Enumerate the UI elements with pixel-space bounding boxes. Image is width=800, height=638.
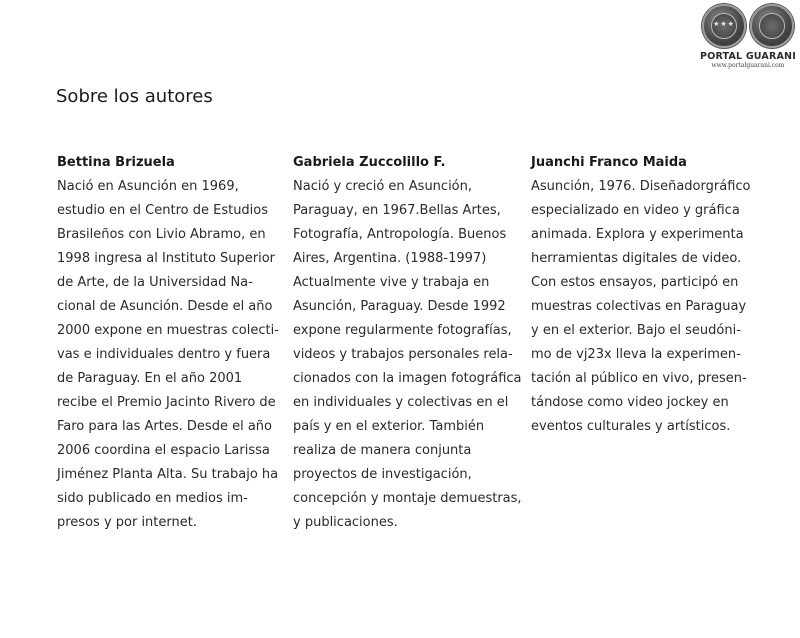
logo-url: www.portalguarani.com <box>711 62 785 69</box>
seal-left-icon: ★★★ <box>702 4 746 48</box>
bio-line: animada. Explora y experimenta <box>531 227 744 242</box>
bio-line: Nació y creció en Asunción, <box>293 179 473 194</box>
bio-line: de Paraguay. En el año 2001 <box>57 371 243 386</box>
bio-line: presos y por internet. <box>57 515 197 530</box>
author-column-juanchi-franco-maida <box>531 151 766 439</box>
bio-line: Faro para las Artes. Desde el año <box>57 419 272 434</box>
bio-line: 2000 expone en muestras colecti- <box>57 323 279 338</box>
bio-line: Nació en Asunción en 1969, <box>57 179 239 194</box>
author-name: Bettina Brizuela <box>57 155 175 170</box>
page-title: Sobre los autores <box>56 86 213 107</box>
bio-line: Paraguay, en 1967.Bellas Artes, <box>293 203 501 218</box>
bio-line: de Arte, de la Universidad Na- <box>57 275 253 290</box>
bio-line: concepción y montaje demuestras, <box>293 491 522 506</box>
author-column-gabriela-zuccolillo <box>293 151 528 535</box>
bio-line: Aires, Argentina. (1988-1997) <box>293 251 487 266</box>
bio-line: 2006 coordina el espacio Larissa <box>57 443 270 458</box>
author-bio <box>531 175 766 439</box>
author-column-bettina-brizuela <box>57 151 292 535</box>
bio-line: y en el exterior. Bajo el seudóni- <box>531 323 741 338</box>
bio-line: videos y trabajos personales rela- <box>293 347 513 362</box>
bio-line: Brasileños con Livio Abramo, en <box>57 227 266 242</box>
bio-line: mo de vj23x lleva la experimen- <box>531 347 741 362</box>
bio-line: en individuales y colectivas en el <box>293 395 509 410</box>
bio-line: vas e individuales dentro y fuera <box>57 347 271 362</box>
bio-line: cionados con la imagen fotográfica <box>293 371 522 386</box>
author-bio <box>57 175 292 535</box>
author-bio <box>293 175 528 535</box>
bio-line: Con estos ensayos, participó en <box>531 275 739 290</box>
bio-line: estudio en el Centro de Estudios <box>57 203 269 218</box>
portal-guarani-logo <box>698 4 798 70</box>
bio-line: recibe el Premio Jacinto Rivero de <box>57 395 276 410</box>
bio-line: realiza de manera conjunta <box>293 443 472 458</box>
bio-line: y publicaciones. <box>293 515 398 530</box>
bio-line: proyectos de investigación, <box>293 467 472 482</box>
bio-line: muestras colectivas en Paraguay <box>531 299 747 314</box>
bio-line: sido publicado en medios im- <box>57 491 248 506</box>
bio-line: eventos culturales y artísticos. <box>531 419 731 434</box>
bio-line: Fotografía, Antropología. Buenos <box>293 227 507 242</box>
bio-line: país y en el exterior. También <box>293 419 485 434</box>
bio-line: herramientas digitales de video. <box>531 251 742 266</box>
author-name: Juanchi Franco Maida <box>531 155 687 170</box>
bio-line: tación al público en vivo, presen- <box>531 371 747 386</box>
logo-name: PORTAL GUARANI <box>700 51 796 62</box>
bio-line: cional de Asunción. Desde el año <box>57 299 273 314</box>
bio-line: 1998 ingresa al Instituto Superior <box>57 251 276 266</box>
bio-line: expone regularmente fotografías, <box>293 323 512 338</box>
bio-line: Jiménez Planta Alta. Su trabajo ha <box>57 467 279 482</box>
bio-line: Asunción, 1976. Diseñadorgráfico <box>531 179 751 194</box>
bio-line: especializado en video y gráfica <box>531 203 740 218</box>
bio-line: tándose como video jockey en <box>531 395 729 410</box>
seal-right-icon <box>750 4 794 48</box>
bio-line: Actualmente vive y trabaja en <box>293 275 490 290</box>
bio-line: Asunción, Paraguay. Desde 1992 <box>293 299 506 314</box>
author-name: Gabriela Zuccolillo F. <box>293 155 446 170</box>
